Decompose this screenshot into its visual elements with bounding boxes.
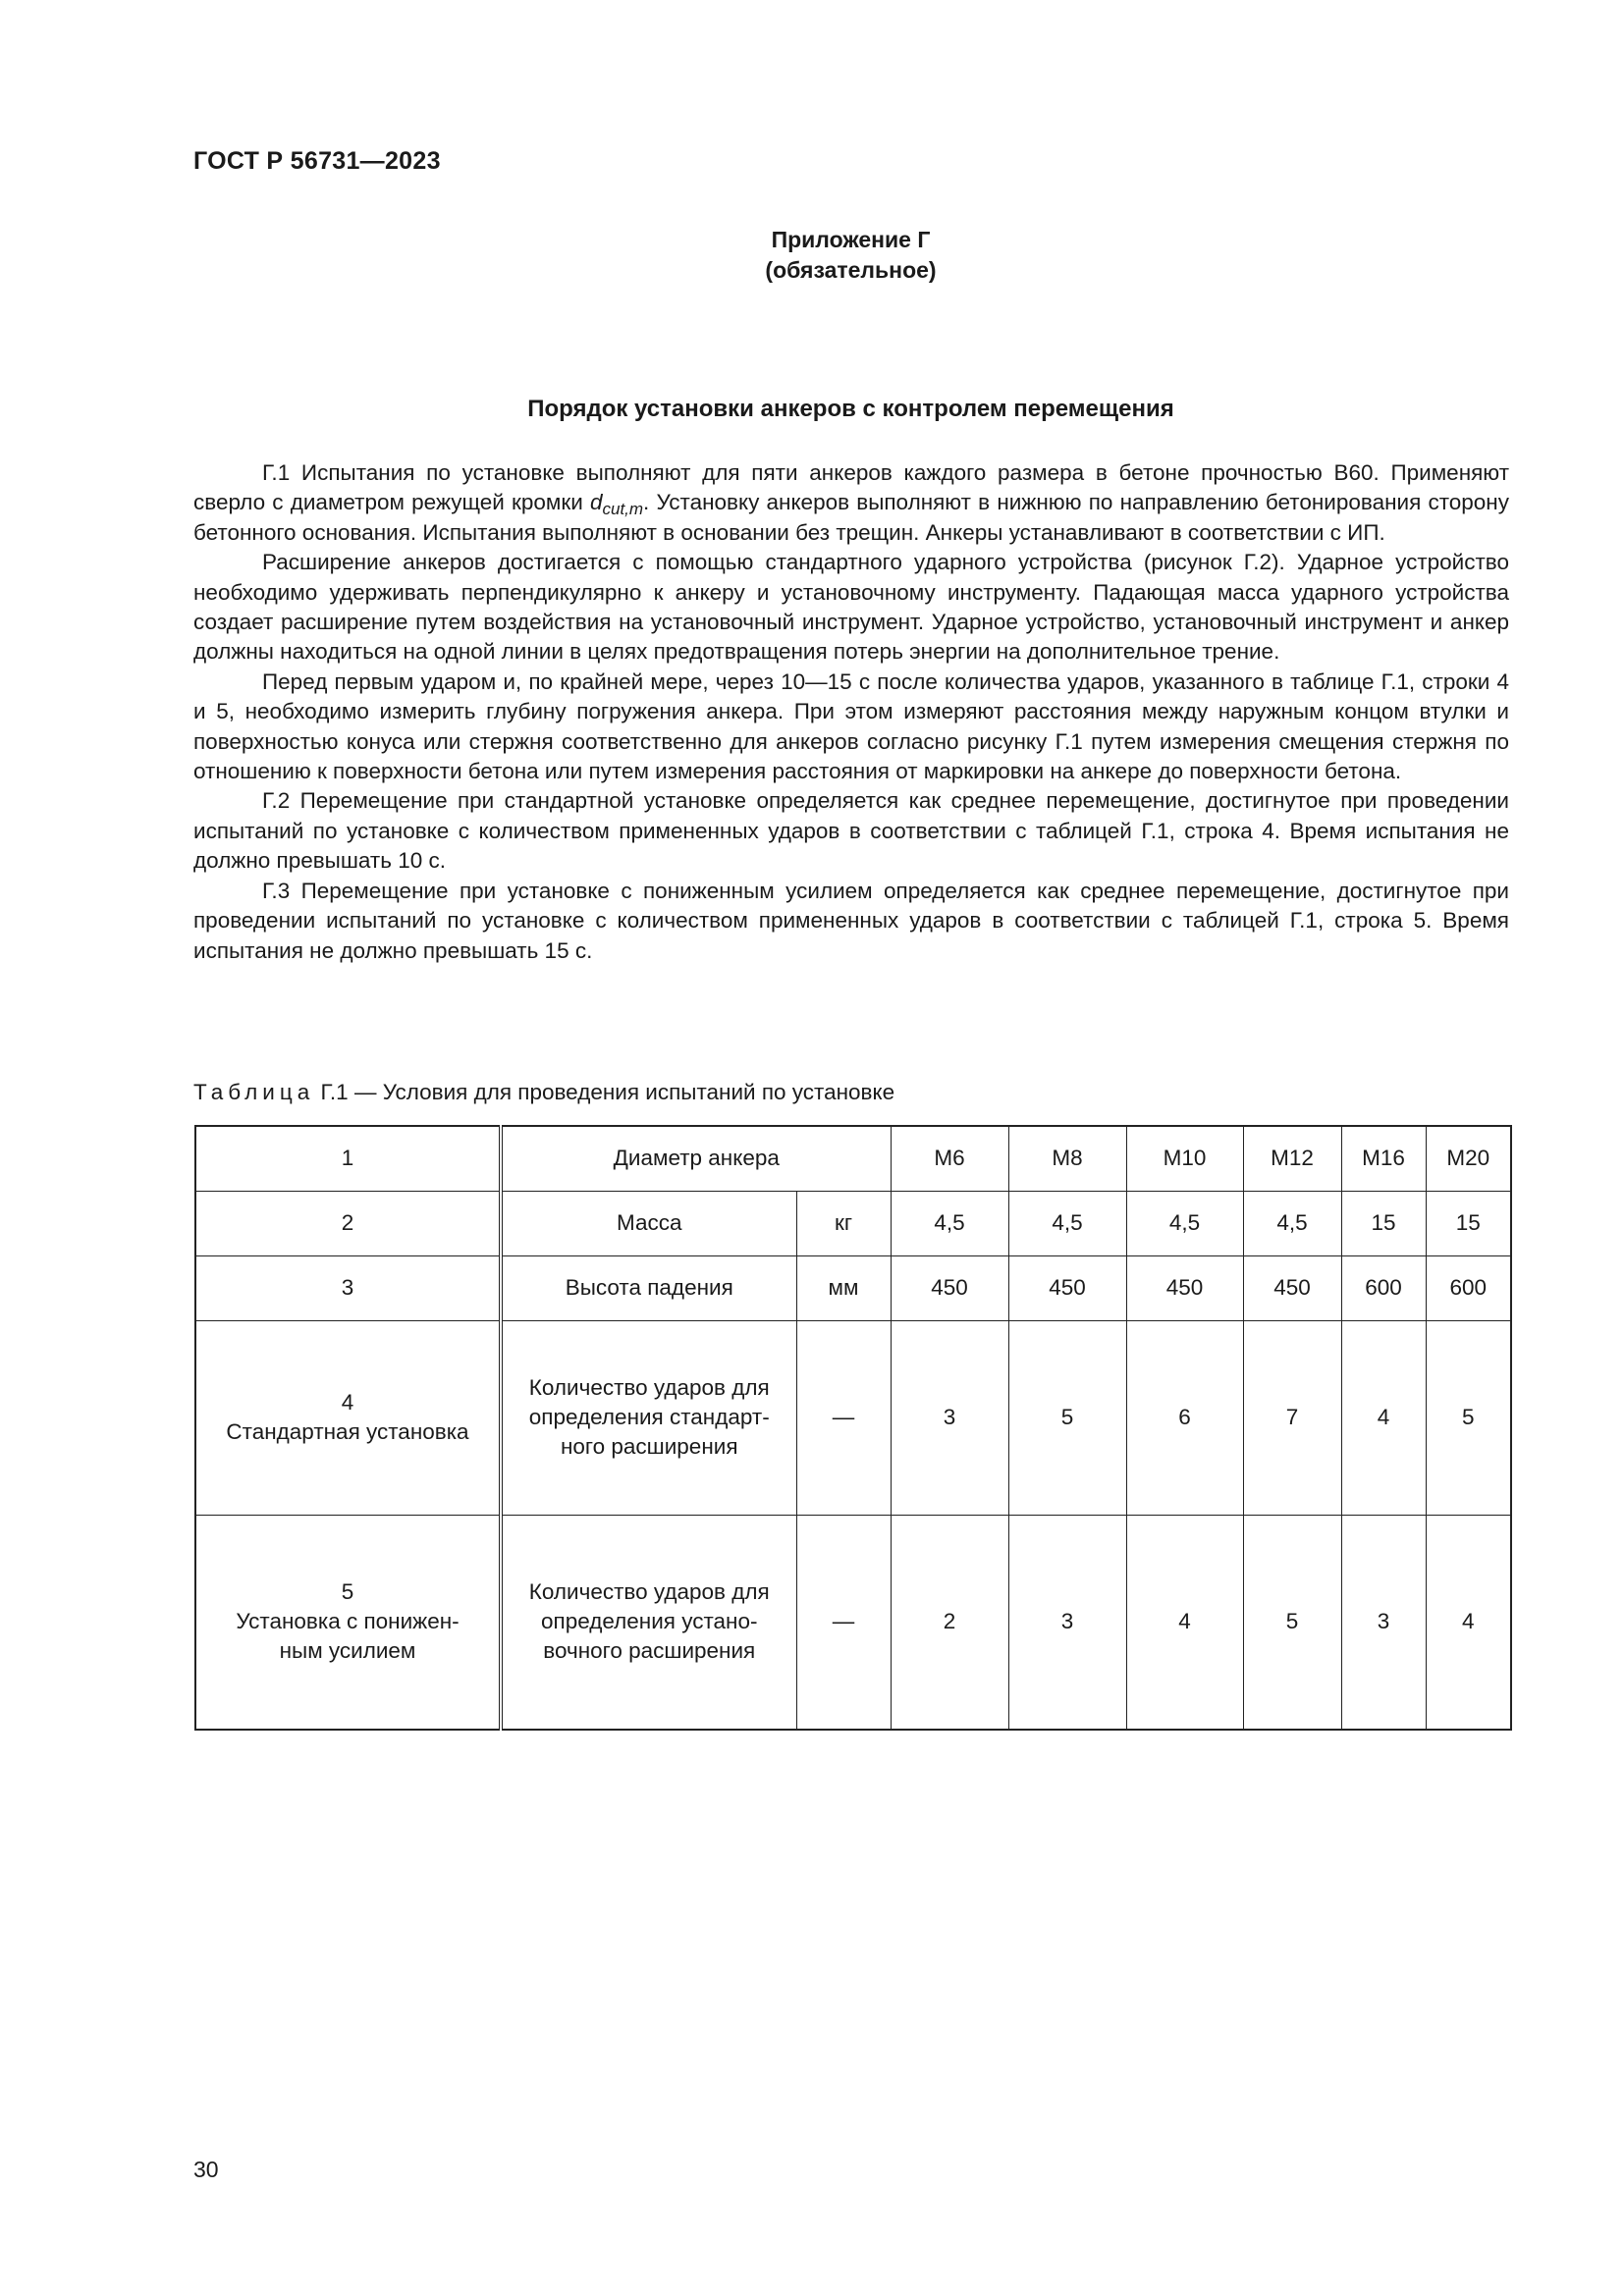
table-cell: 4,5 (891, 1191, 1008, 1255)
row-name-line: ным усилием (279, 1638, 416, 1664)
row-number: 2 (195, 1191, 501, 1255)
row-unit: — (796, 1320, 891, 1515)
row-number: 4 (341, 1390, 354, 1415)
formula-variable: d (589, 490, 603, 515)
table-cell: 15 (1341, 1191, 1426, 1255)
row-label-line: определения устано- (541, 1609, 758, 1634)
table-cell: 450 (1008, 1255, 1126, 1320)
table-cell: 2 (891, 1515, 1008, 1730)
appendix-heading (0, 225, 1624, 286)
table-cell: 5 (1426, 1320, 1511, 1515)
paragraph-text: Г.1 Испытания по установке выполняют для пяти анкеров каждого размера в бетоне прочностью В60. Применяют сверло с диаметром режущей кромки (193, 460, 1509, 515)
row-unit: мм (796, 1255, 891, 1320)
appendix-status: (обязательное) (765, 257, 937, 283)
row-name: Стандартная установка (226, 1419, 469, 1444)
table-cell: 5 (1008, 1320, 1126, 1515)
row-label: Масса (501, 1191, 796, 1255)
table-cell: 600 (1341, 1255, 1426, 1320)
paragraph-g2: Г.2 Перемещение при стандартной установке определяется как среднее перемещение, достигнутое при проведении испытаний по установке с количеством примененных ударов в соответствии с таблицей Г.1, строка 4. Время испытания не должно превышать 10 с. (193, 788, 1509, 874)
paragraph-g1 (193, 458, 1509, 548)
table-cell: 600 (1426, 1255, 1511, 1320)
table-cell: 450 (1243, 1255, 1341, 1320)
body-text (193, 458, 1509, 966)
table-cell: 450 (1126, 1255, 1243, 1320)
table-cell: 4,5 (1126, 1191, 1243, 1255)
table-cell: М12 (1243, 1126, 1341, 1191)
table-cell: 7 (1243, 1320, 1341, 1515)
table-row (195, 1255, 1511, 1320)
table-cell: 3 (1341, 1515, 1426, 1730)
row-label-line: Количество ударов для (528, 1375, 770, 1400)
row-unit: кг (796, 1191, 891, 1255)
row-number: 5 (341, 1579, 354, 1605)
table-cell: 5 (1243, 1515, 1341, 1730)
installation-conditions-table (194, 1125, 1512, 1731)
row-number-with-name (195, 1515, 501, 1730)
table-cell: М10 (1126, 1126, 1243, 1191)
row-number: 3 (195, 1255, 501, 1320)
paragraph-text: . Установку анкеров выполняют в нижнюю по направлению бетонирования сторону бетонного основания. Испытания выполняют в основании без трещин. Анкеры устанавливают в соответствии с ИП. (193, 490, 1509, 545)
table-row (195, 1320, 1511, 1515)
table-cell: 6 (1126, 1320, 1243, 1515)
table-row (195, 1126, 1511, 1191)
document-header: ГОСТ Р 56731—2023 (193, 147, 441, 175)
table-caption-word: Таблица (193, 1080, 315, 1104)
row-name-line: Установка с понижен- (236, 1609, 460, 1634)
row-label-line: ного расширения (560, 1434, 738, 1459)
page-number: 30 (193, 2157, 219, 2182)
paragraph-expansion: Расширение анкеров достигается с помощью стандартного ударного устройства (рисунок Г.2). Ударное устройство необходимо удерживать перпендикулярно к анкеру и установочному инструменту. Падающая масса ударного устройства создает расширение путем воздействия на установочный инструмент. Ударное устройство, установочный инструмент и анкер должны находиться на одной линии в целях предотвращения потерь энергии на дополнительное трение. (193, 550, 1509, 665)
row-label (501, 1515, 796, 1730)
table-cell: 4,5 (1243, 1191, 1341, 1255)
row-unit: — (796, 1515, 891, 1730)
table-caption-text: Г.1 — Условия для проведения испытаний по установке (314, 1080, 895, 1104)
table-cell: 4 (1426, 1515, 1511, 1730)
table-cell: М8 (1008, 1126, 1126, 1191)
row-label-line: вочного расширения (543, 1638, 756, 1664)
appendix-title: Приложение Г (771, 227, 931, 252)
table-row (195, 1515, 1511, 1730)
table-cell: 3 (1008, 1515, 1126, 1730)
paragraph-measurement: Перед первым ударом и, по крайней мере, через 10—15 с после количества ударов, указанного в таблице Г.1, строки 4 и 5, необходимо измерить глубину погружения анкера. При этом измеряют расстояния между наружным концом втулки и поверхностью конуса или стержня соответственно для анкеров согласно рисунку Г.1 путем измерения смещения стержня по отношению к поверхности бетона или путем измерения расстояния от маркировки на анкере до поверхности бетона. (193, 668, 1509, 784)
section-title: Порядок установки анкеров с контролем перемещения (527, 396, 1174, 422)
table-cell: 450 (891, 1255, 1008, 1320)
table-cell: 4 (1126, 1515, 1243, 1730)
table-cell: М20 (1426, 1126, 1511, 1191)
table-row (195, 1191, 1511, 1255)
table-cell: 3 (891, 1320, 1008, 1515)
row-number-with-name (195, 1320, 501, 1515)
row-label-line: Количество ударов для (528, 1579, 770, 1605)
paragraph-g3: Г.3 Перемещение при установке с пониженным усилием определяется как среднее перемещение, достигнутое при проведении испытаний по установке с количеством примененных ударов в соответствии с таблицей Г.1, строка 5. Время испытания не должно превышать 15 с. (193, 878, 1509, 963)
table-cell: 4 (1341, 1320, 1426, 1515)
table-cell: М6 (891, 1126, 1008, 1191)
row-label (501, 1320, 796, 1515)
table-caption (193, 1080, 894, 1105)
row-number: 1 (195, 1126, 501, 1191)
row-label-line: определения стандарт- (528, 1405, 770, 1429)
row-label: Высота падения (501, 1255, 796, 1320)
table-cell: М16 (1341, 1126, 1426, 1191)
table-cell: 4,5 (1008, 1191, 1126, 1255)
row-label: Диаметр анкера (501, 1126, 891, 1191)
table-cell: 15 (1426, 1191, 1511, 1255)
formula-subscript: cut,m (602, 500, 644, 519)
